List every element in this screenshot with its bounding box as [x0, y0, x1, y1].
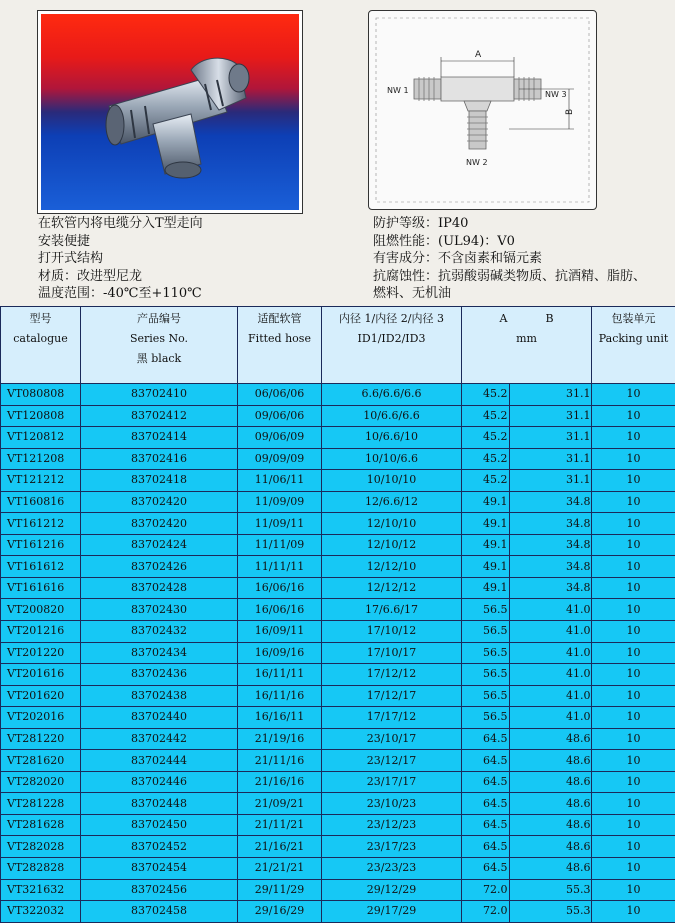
cell-fitted-hose: 16/11/16: [238, 685, 322, 707]
header-text: Packing unit: [592, 329, 675, 349]
cell-catalogue: VT161616: [1, 577, 81, 599]
table-row: [1, 707, 675, 729]
cell-inner-diameter: 23/17/23: [322, 836, 462, 858]
cell-dim-a: 49.1: [462, 577, 510, 599]
cell-packing-unit: 10: [592, 664, 675, 686]
cell-dim-b: 48.6: [510, 750, 592, 772]
cell-packing-unit: 10: [592, 901, 675, 923]
cell-dim-b: 31.1: [510, 470, 592, 492]
cell-dim-a: 56.5: [462, 707, 510, 729]
cell-series-no: 83702434: [81, 642, 238, 664]
header-text: ID1/ID2/ID3: [322, 329, 461, 349]
cell-inner-diameter: 12/12/12: [322, 577, 462, 599]
header-text: 黑 black: [81, 349, 237, 369]
cell-packing-unit: 10: [592, 707, 675, 729]
cell-series-no: 83702428: [81, 577, 238, 599]
cell-packing-unit: 10: [592, 384, 675, 406]
product-photo: [41, 14, 299, 210]
cell-catalogue: VT121212: [1, 470, 81, 492]
cell-fitted-hose: 16/16/11: [238, 707, 322, 729]
table-row: [1, 621, 675, 643]
cell-dim-b: 48.6: [510, 728, 592, 750]
dim-a-label: A: [475, 50, 482, 60]
table-row: [1, 470, 675, 492]
cell-packing-unit: 10: [592, 599, 675, 621]
cell-dim-b: 48.6: [510, 836, 592, 858]
feature-line: 材质：改进型尼龙: [38, 268, 358, 286]
cell-inner-diameter: 17/12/12: [322, 664, 462, 686]
table-row: [1, 879, 675, 901]
cell-catalogue: VT281228: [1, 793, 81, 815]
cell-dim-b: 34.8: [510, 577, 592, 599]
cell-inner-diameter: 17/12/17: [322, 685, 462, 707]
cell-fitted-hose: 06/06/06: [238, 384, 322, 406]
cell-series-no: 83702430: [81, 599, 238, 621]
cell-series-no: 83702412: [81, 405, 238, 427]
cell-dim-a: 49.1: [462, 513, 510, 535]
cell-fitted-hose: 21/19/16: [238, 728, 322, 750]
cell-dim-a: 64.5: [462, 814, 510, 836]
cell-fitted-hose: 16/09/11: [238, 621, 322, 643]
cell-inner-diameter: 10/6.6/6.6: [322, 405, 462, 427]
cell-series-no: 83702446: [81, 771, 238, 793]
cell-catalogue: VT281620: [1, 750, 81, 772]
cell-inner-diameter: 10/10/6.6: [322, 448, 462, 470]
cell-packing-unit: 10: [592, 470, 675, 492]
table-row: [1, 836, 675, 858]
cell-series-no: 83702420: [81, 513, 238, 535]
cell-fitted-hose: 16/06/16: [238, 577, 322, 599]
cell-dim-a: 56.5: [462, 621, 510, 643]
cell-packing-unit: 10: [592, 642, 675, 664]
cell-dim-b: 55.3: [510, 901, 592, 923]
cell-packing-unit: 10: [592, 556, 675, 578]
spec-line: 防护等级：IP40: [373, 215, 673, 233]
cell-fitted-hose: 11/11/11: [238, 556, 322, 578]
cell-catalogue: VT161612: [1, 556, 81, 578]
cell-dim-b: 48.6: [510, 793, 592, 815]
cell-dim-b: 41.0: [510, 599, 592, 621]
table-row: [1, 728, 675, 750]
nw1-label: NW 1: [387, 86, 409, 95]
cell-catalogue: VT201620: [1, 685, 81, 707]
cell-dim-a: 56.5: [462, 642, 510, 664]
cell-inner-diameter: 29/12/29: [322, 879, 462, 901]
table-row: [1, 491, 675, 513]
header-text: Fitted hose: [238, 329, 321, 349]
cell-packing-unit: 10: [592, 577, 675, 599]
cell-fitted-hose: 21/21/21: [238, 858, 322, 880]
cell-fitted-hose: 21/11/16: [238, 750, 322, 772]
cell-dim-b: 31.1: [510, 405, 592, 427]
cell-catalogue: VT321632: [1, 879, 81, 901]
cell-fitted-hose: 16/09/16: [238, 642, 322, 664]
cell-series-no: 83702442: [81, 728, 238, 750]
cell-fitted-hose: 11/06/11: [238, 470, 322, 492]
cell-packing-unit: 10: [592, 728, 675, 750]
cell-inner-diameter: 12/6.6/12: [322, 491, 462, 513]
cell-fitted-hose: 21/09/21: [238, 793, 322, 815]
feature-line: 安装便捷: [38, 233, 358, 251]
cell-catalogue: VT322032: [1, 901, 81, 923]
cell-dim-b: 48.6: [510, 858, 592, 880]
nw2-label: NW 2: [466, 158, 488, 167]
cell-fitted-hose: 09/06/09: [238, 427, 322, 449]
header-packing-unit: [592, 307, 675, 384]
cell-dim-b: 48.6: [510, 814, 592, 836]
cell-dim-b: 31.1: [510, 448, 592, 470]
cell-packing-unit: 10: [592, 771, 675, 793]
cell-series-no: 83702414: [81, 427, 238, 449]
table-row: [1, 664, 675, 686]
cell-inner-diameter: 23/23/23: [322, 858, 462, 880]
cell-dim-b: 34.8: [510, 556, 592, 578]
cell-inner-diameter: 17/10/12: [322, 621, 462, 643]
spec-line: 燃料、无机油: [373, 285, 673, 303]
cell-catalogue: VT201616: [1, 664, 81, 686]
table-row: [1, 513, 675, 535]
cell-dim-a: 64.5: [462, 728, 510, 750]
spec-line: 有害成分：不含卤素和镉元素: [373, 250, 673, 268]
cell-inner-diameter: 17/10/17: [322, 642, 462, 664]
header-catalogue: [1, 307, 81, 384]
technical-drawing: [369, 11, 596, 209]
table-row: [1, 448, 675, 470]
cell-catalogue: VT200820: [1, 599, 81, 621]
table-row: [1, 858, 675, 880]
feature-line: 温度范围：-40℃至+110℃: [38, 285, 358, 303]
cell-dim-a: 56.5: [462, 685, 510, 707]
cell-inner-diameter: 6.6/6.6/6.6: [322, 384, 462, 406]
header-text: 产品编号: [81, 309, 237, 329]
cell-dim-b: 31.1: [510, 427, 592, 449]
header-dimensions: [462, 307, 592, 384]
cell-inner-diameter: 17/6.6/17: [322, 599, 462, 621]
nw3-label: NW 3: [545, 90, 567, 99]
cell-series-no: 83702436: [81, 664, 238, 686]
cell-dim-a: 64.5: [462, 771, 510, 793]
cell-dim-a: 56.5: [462, 599, 510, 621]
cell-fitted-hose: 29/16/29: [238, 901, 322, 923]
cell-catalogue: VT281628: [1, 814, 81, 836]
header-ab: [462, 309, 591, 329]
cell-series-no: 83702456: [81, 879, 238, 901]
cell-inner-diameter: 10/10/10: [322, 470, 462, 492]
cell-series-no: 83702416: [81, 448, 238, 470]
cell-inner-diameter: 12/10/10: [322, 513, 462, 535]
cell-dim-b: 34.8: [510, 491, 592, 513]
cell-dim-a: 45.2: [462, 384, 510, 406]
feature-list: [38, 215, 358, 303]
table-row: [1, 901, 675, 923]
table-row: [1, 405, 675, 427]
cell-inner-diameter: 29/17/29: [322, 901, 462, 923]
cell-inner-diameter: 23/17/17: [322, 771, 462, 793]
cell-fitted-hose: 21/16/16: [238, 771, 322, 793]
table-row: [1, 556, 675, 578]
header-text: Series No.: [81, 329, 237, 349]
spec-line: 抗腐蚀性：抗弱酸弱碱类物质、抗酒精、脂肪、: [373, 268, 673, 286]
cell-dim-b: 41.0: [510, 707, 592, 729]
cell-catalogue: VT161216: [1, 534, 81, 556]
cell-packing-unit: 10: [592, 685, 675, 707]
cell-dim-a: 64.5: [462, 750, 510, 772]
table-row: [1, 384, 675, 406]
cell-fitted-hose: 16/06/16: [238, 599, 322, 621]
product-photo-frame: [37, 10, 303, 214]
cell-dim-a: 45.2: [462, 427, 510, 449]
cell-packing-unit: 10: [592, 793, 675, 815]
cell-catalogue: VT120808: [1, 405, 81, 427]
header-a: A: [499, 309, 507, 329]
cell-packing-unit: 10: [592, 750, 675, 772]
header-inner-diameter: [322, 307, 462, 384]
cell-fitted-hose: 11/09/09: [238, 491, 322, 513]
header-fitted-hose: [238, 307, 322, 384]
cell-series-no: 83702448: [81, 793, 238, 815]
cell-catalogue: VT201220: [1, 642, 81, 664]
cell-catalogue: VT201216: [1, 621, 81, 643]
cell-catalogue: VT120812: [1, 427, 81, 449]
cell-catalogue: VT282828: [1, 858, 81, 880]
table-row: [1, 814, 675, 836]
feature-line: 打开式结构: [38, 250, 358, 268]
cell-series-no: 83702438: [81, 685, 238, 707]
t-fitting-illustration: [41, 14, 299, 210]
cell-series-no: 83702444: [81, 750, 238, 772]
cell-fitted-hose: 21/11/21: [238, 814, 322, 836]
cell-series-no: 83702452: [81, 836, 238, 858]
cell-series-no: 83702454: [81, 858, 238, 880]
cell-inner-diameter: 10/6.6/10: [322, 427, 462, 449]
cell-dim-b: 41.0: [510, 642, 592, 664]
cell-dim-b: 41.0: [510, 685, 592, 707]
cell-packing-unit: 10: [592, 621, 675, 643]
spec-list: [373, 215, 673, 303]
table-row: [1, 793, 675, 815]
cell-dim-a: 72.0: [462, 879, 510, 901]
table-row: [1, 427, 675, 449]
cell-packing-unit: 10: [592, 427, 675, 449]
cell-fitted-hose: 29/11/29: [238, 879, 322, 901]
table-header-row: [1, 307, 675, 384]
cell-packing-unit: 10: [592, 448, 675, 470]
cell-dim-b: 41.0: [510, 664, 592, 686]
cell-dim-a: 56.5: [462, 664, 510, 686]
table-row: [1, 642, 675, 664]
table-row: [1, 750, 675, 772]
cell-catalogue: VT282028: [1, 836, 81, 858]
table-body: [1, 384, 675, 923]
table-row: [1, 685, 675, 707]
cell-dim-b: 48.6: [510, 771, 592, 793]
product-table: [0, 306, 675, 923]
cell-packing-unit: 10: [592, 879, 675, 901]
technical-drawing-frame: [368, 10, 597, 210]
table-row: [1, 599, 675, 621]
cell-series-no: 83702418: [81, 470, 238, 492]
cell-series-no: 83702440: [81, 707, 238, 729]
cell-fitted-hose: 11/09/11: [238, 513, 322, 535]
header-text: 包装单元: [592, 309, 675, 329]
cell-inner-diameter: 12/12/10: [322, 556, 462, 578]
cell-catalogue: VT202016: [1, 707, 81, 729]
cell-series-no: 83702432: [81, 621, 238, 643]
cell-series-no: 83702450: [81, 814, 238, 836]
cell-inner-diameter: 23/10/17: [322, 728, 462, 750]
cell-fitted-hose: 21/16/21: [238, 836, 322, 858]
cell-catalogue: VT282020: [1, 771, 81, 793]
header-text: 型号: [1, 309, 80, 329]
cell-packing-unit: 10: [592, 513, 675, 535]
header-text: 内径 1/内径 2/内径 3: [322, 309, 461, 329]
cell-catalogue: VT161212: [1, 513, 81, 535]
header-series: [81, 307, 238, 384]
cell-catalogue: VT281220: [1, 728, 81, 750]
cell-dim-a: 64.5: [462, 793, 510, 815]
table-row: [1, 577, 675, 599]
product-table-wrap: [0, 306, 675, 923]
cell-fitted-hose: 09/06/06: [238, 405, 322, 427]
cell-inner-diameter: 23/10/23: [322, 793, 462, 815]
header-text: 适配软管: [238, 309, 321, 329]
cell-packing-unit: 10: [592, 836, 675, 858]
cell-dim-b: 31.1: [510, 384, 592, 406]
cell-catalogue: VT080808: [1, 384, 81, 406]
header-b: B: [545, 309, 553, 329]
header-mm: mm: [462, 329, 591, 349]
cell-dim-a: 64.5: [462, 836, 510, 858]
cell-dim-a: 72.0: [462, 901, 510, 923]
cell-dim-a: 64.5: [462, 858, 510, 880]
cell-fitted-hose: 16/11/11: [238, 664, 322, 686]
cell-inner-diameter: 23/12/17: [322, 750, 462, 772]
cell-catalogue: VT121208: [1, 448, 81, 470]
cell-series-no: 83702410: [81, 384, 238, 406]
cell-dim-a: 49.1: [462, 534, 510, 556]
table-row: [1, 771, 675, 793]
cell-dim-a: 49.1: [462, 556, 510, 578]
cell-dim-a: 45.2: [462, 470, 510, 492]
cell-packing-unit: 10: [592, 534, 675, 556]
cell-fitted-hose: 09/09/09: [238, 448, 322, 470]
cell-dim-b: 34.8: [510, 513, 592, 535]
cell-catalogue: VT160816: [1, 491, 81, 513]
cell-dim-b: 55.3: [510, 879, 592, 901]
cell-dim-b: 34.8: [510, 534, 592, 556]
spec-line: 阻燃性能：(UL94)：V0: [373, 233, 673, 251]
cell-series-no: 83702420: [81, 491, 238, 513]
dim-b-label: B: [565, 109, 575, 115]
cell-series-no: 83702426: [81, 556, 238, 578]
cell-dim-a: 45.2: [462, 405, 510, 427]
header-text: catalogue: [1, 329, 80, 349]
cell-packing-unit: 10: [592, 814, 675, 836]
cell-dim-b: 41.0: [510, 621, 592, 643]
cell-series-no: 83702424: [81, 534, 238, 556]
cell-packing-unit: 10: [592, 491, 675, 513]
cell-packing-unit: 10: [592, 858, 675, 880]
feature-line: 在软管内将电缆分入T型走向: [38, 215, 358, 233]
cell-fitted-hose: 11/11/09: [238, 534, 322, 556]
cell-inner-diameter: 12/10/12: [322, 534, 462, 556]
cell-dim-a: 45.2: [462, 448, 510, 470]
cell-inner-diameter: 17/17/12: [322, 707, 462, 729]
cell-series-no: 83702458: [81, 901, 238, 923]
table-row: [1, 534, 675, 556]
cell-inner-diameter: 23/12/23: [322, 814, 462, 836]
cell-packing-unit: 10: [592, 405, 675, 427]
cell-dim-a: 49.1: [462, 491, 510, 513]
